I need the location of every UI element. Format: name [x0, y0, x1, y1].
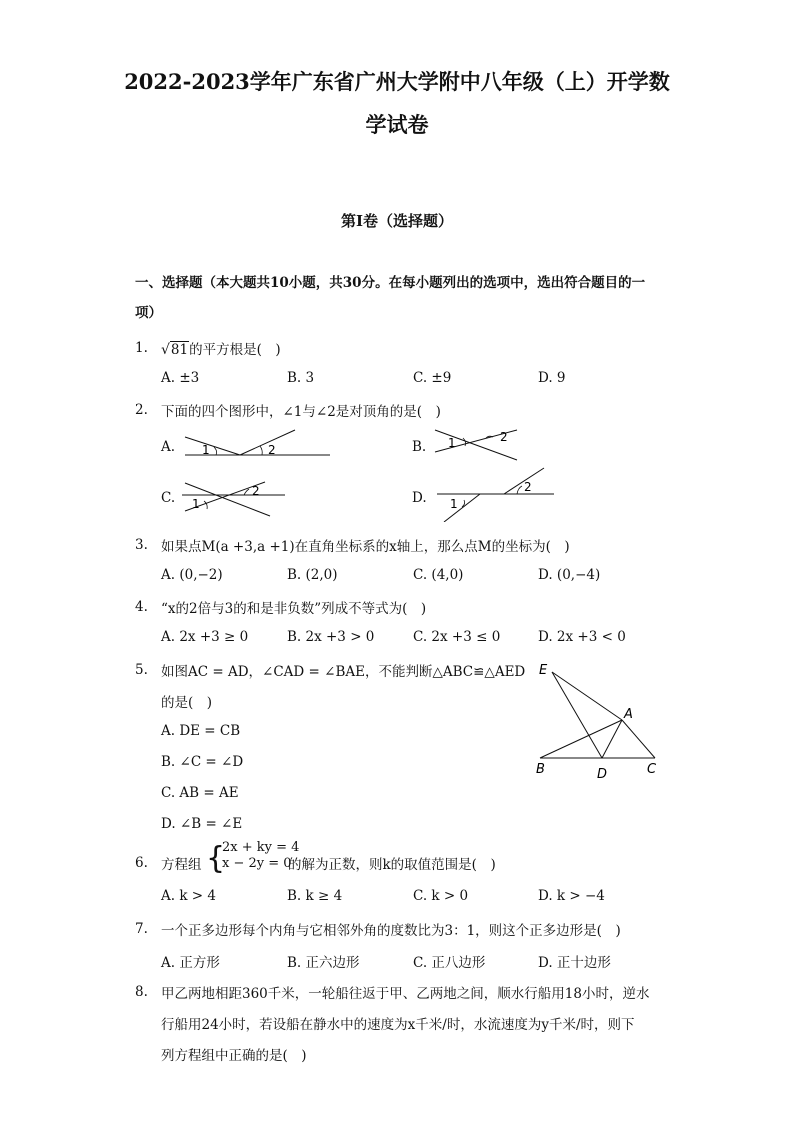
q5-figure-triangles [530, 660, 665, 785]
q2-label-b: B. [412, 439, 427, 455]
q8-number: 8. [135, 984, 148, 1000]
q1-text: 的平方根是( ) [189, 342, 281, 358]
section-heading-line2: 项） [135, 305, 162, 321]
q6-option-c: C. k > 0 [413, 888, 469, 904]
q1-option-b: B. 3 [287, 370, 315, 386]
q4-option-b: B. 2x +3 > 0 [287, 629, 375, 645]
q1-radicand: 81 [170, 342, 189, 358]
q5-option-a: A. DE = CB [161, 723, 241, 739]
q1-option-d: D. 9 [538, 370, 566, 386]
q2-figure-c [180, 478, 290, 518]
q1-stem [161, 338, 281, 358]
exam-title-line1: 2022-2023学年广东省广州大学附中八年级（上）开学数 [124, 69, 670, 94]
q2-label-c: C. [161, 490, 176, 506]
point-D-label: D [597, 767, 608, 782]
q7-option-c: C. 正八边形 [413, 955, 486, 971]
q7-option-b: B. 正六边形 [287, 955, 360, 971]
q8-text-line3: 列方程组中正确的是( ) [161, 1048, 307, 1064]
q3-text: 如果点M(a +3,a +1)在直角坐标系的x轴上，那么点M的坐标为( ) [161, 539, 570, 555]
q7-number: 7. [135, 921, 148, 937]
q2d-angle1: 1 [450, 497, 458, 511]
q2a-angle2: 2 [268, 443, 276, 457]
q2c-angle1: 1 [192, 497, 200, 511]
section-heading-line1: 一、选择题（本大题共10小题，共30分。在每小题列出的选项中，选出符合题目的一 [135, 275, 646, 291]
point-B-label: B [536, 762, 545, 777]
q6-option-b: B. k ≥ 4 [287, 888, 343, 904]
q3-number: 3. [135, 537, 148, 553]
volume-heading: 第I卷（选择题） [340, 212, 454, 230]
q4-text: “x的2倍与3的和是非负数”列成不等式为( ) [161, 601, 427, 617]
q5-text-line1: 如图AC = AD，∠CAD = ∠BAE，不能判断△ABC≌△AED [161, 664, 526, 680]
sqrt-symbol: √ [161, 342, 170, 358]
point-C-label: C [647, 762, 657, 777]
q6-option-a: A. k > 4 [161, 888, 216, 904]
q3-option-c: C. (4,0) [413, 567, 464, 583]
q1-option-c: C. ±9 [413, 370, 452, 386]
q5-number: 5. [135, 662, 148, 678]
point-E-label: E [539, 663, 548, 678]
q2b-angle1: 1 [448, 436, 456, 450]
q4-option-d: D. 2x +3 < 0 [538, 629, 626, 645]
point-A-label: A [624, 707, 633, 722]
q4-number: 4. [135, 599, 148, 615]
q2-label-d: D. [412, 490, 427, 506]
q3-option-a: A. (0,−2) [161, 567, 223, 583]
q6-eq2: x − 2y = 0 [222, 856, 292, 871]
q2-number: 2. [135, 402, 148, 418]
q6-option-d: D. k > −4 [538, 888, 605, 904]
q5-text-line2: 的是( ) [161, 695, 213, 711]
q1-number: 1. [135, 340, 148, 356]
q2-figure-b [432, 422, 522, 464]
q2-figure-a [180, 425, 330, 465]
q2-text: 下面的四个图形中，∠1与∠2是对顶角的是( ) [161, 404, 441, 420]
q7-option-d: D. 正十边形 [538, 955, 611, 971]
q7-text: 一个正多边形每个内角与它相邻外角的度数比为3：1，则这个正多边形是( ) [161, 923, 621, 939]
q4-option-c: C. 2x +3 ≤ 0 [413, 629, 501, 645]
exam-title-line2: 学试卷 [365, 112, 429, 137]
q3-option-d: D. (0,−4) [538, 567, 601, 583]
q5-option-b: B. ∠C = ∠D [161, 754, 244, 770]
q6-number: 6. [135, 855, 148, 871]
q2-figure-d [432, 466, 557, 522]
q2-label-a: A. [161, 439, 176, 455]
q4-option-a: A. 2x +3 ≥ 0 [161, 629, 249, 645]
q5-option-c: C. AB = AE [161, 785, 239, 801]
q2c-angle2: 2 [252, 484, 260, 498]
q8-text-line1: 甲乙两地相距360千米，一轮船往返于甲、乙两地之间，顺水行船用18小时，逆水 [161, 986, 650, 1002]
q2d-angle2: 2 [524, 480, 532, 494]
q6-eq1: 2x + ky = 4 [222, 840, 300, 855]
q6-suffix: 的解为正数，则k的取值范围是( ) [288, 857, 496, 873]
q1-option-a: A. ±3 [161, 370, 200, 386]
q3-option-b: B. (2,0) [287, 567, 338, 583]
q8-text-line2: 行船用24小时，若设船在静水中的速度为x千米/时，水流速度为y千米/时，则下 [161, 1017, 635, 1033]
q2a-angle1: 1 [202, 443, 210, 457]
q5-option-d: D. ∠B = ∠E [161, 816, 243, 832]
q2b-angle2: 2 [500, 430, 508, 444]
q7-option-a: A. 正方形 [161, 955, 220, 971]
brace-symbol: { [206, 841, 226, 876]
q6-prefix: 方程组 [161, 857, 202, 873]
